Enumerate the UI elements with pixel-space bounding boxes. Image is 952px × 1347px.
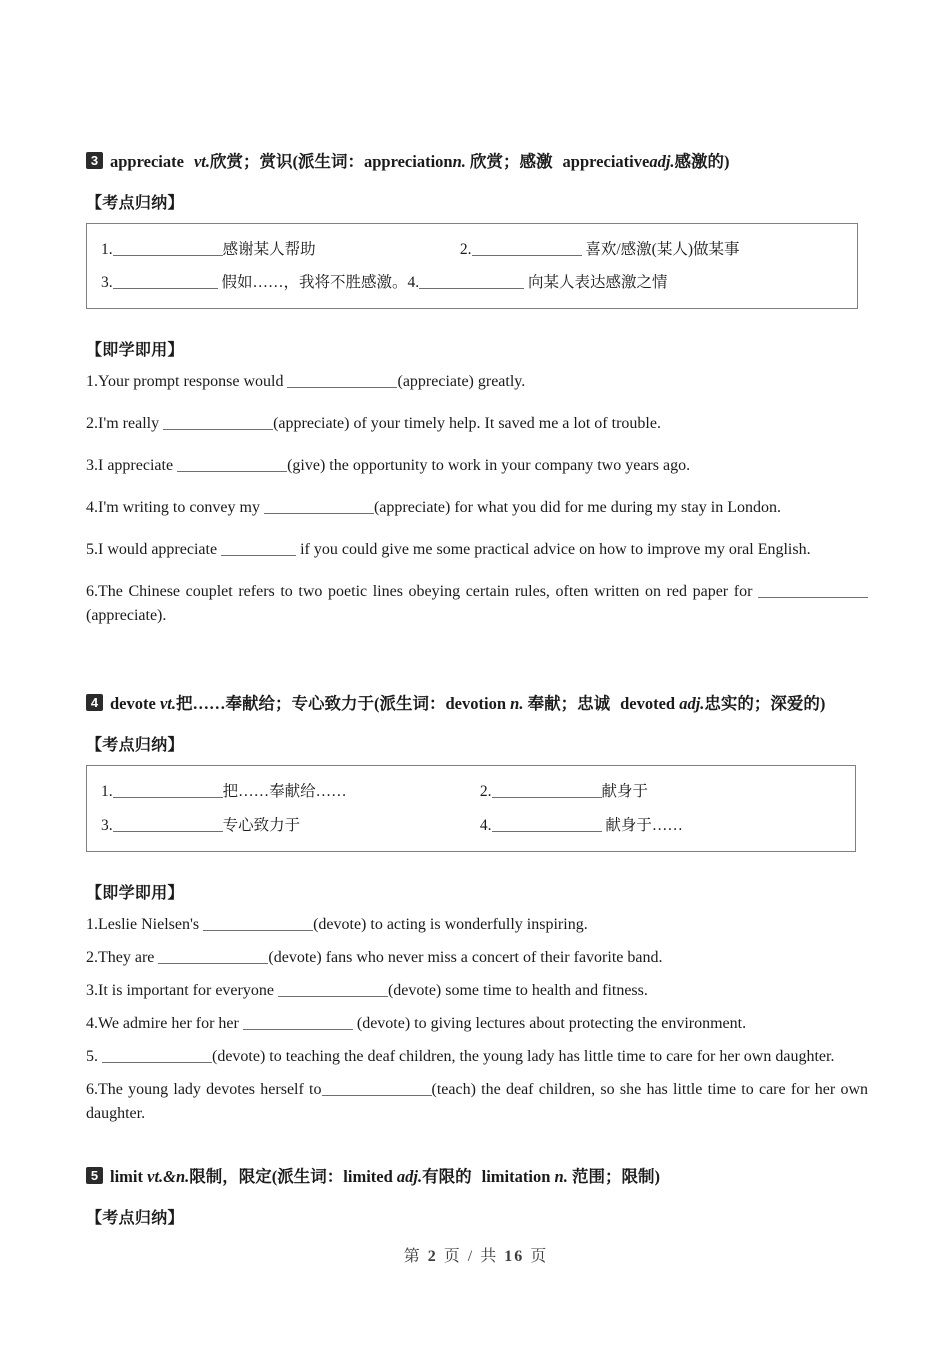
table-row [87,809,855,842]
item-meaning: 献身于 [601,783,649,801]
answer-blank[interactable] [492,815,602,832]
practice-question [86,1045,868,1069]
derivative-1-definition: 欣赏；感激 [465,152,553,171]
derivative-2: appreciative [562,152,650,171]
question-text-pre: 1.Your prompt response would [86,373,288,391]
derivative-1-definition: 奉献；忠诚 [523,694,611,714]
question-text-pre: 2.They are [86,948,159,966]
footer-current-page: 2 [427,1248,438,1265]
section-label-practice: 【即学即用】 [86,884,184,902]
derivative-1: appreciation [363,152,453,171]
entry-limit [86,1165,868,1228]
question-text-pre: 4.I'm writing to convey my [86,499,264,517]
item-meaning: 假如……，我将不胜感激。 [221,274,408,292]
derivative-1: limited [343,1166,393,1186]
entry-devote [86,692,868,1125]
derivative-1: devotion [445,694,507,714]
answer-blank[interactable] [264,497,374,514]
section-label-key-points: 【考点归纳】 [86,737,184,755]
derivative-2-definition: 忠实的；深爱的) [704,694,826,714]
footer-separator: 页 / 共 [443,1248,499,1265]
practice-question [86,946,868,970]
derivative-2-definition: 感激的) [674,152,730,171]
question-text-post: (appreciate). [86,607,167,625]
item-number: 1. [101,240,113,258]
answer-blank[interactable] [113,815,223,832]
question-text-pre: 5. [86,1047,102,1065]
table-row [87,266,857,299]
practice-question [86,412,868,436]
derivative-1-pos: n. [510,694,524,714]
question-text-post: (devote) fans who never miss a concert of their favorite band. [268,948,663,966]
practice-question [86,496,868,520]
answer-blank[interactable] [287,371,397,388]
question-text-post: (appreciate) of your timely help. It saved me a lot of trouble. [273,415,661,433]
page-content [86,150,868,1238]
entry-headword: appreciate [110,152,184,171]
footer-suffix: 页 [530,1248,549,1265]
answer-blank[interactable] [492,782,602,799]
question-text-post: (teach) the deaf children, so she has little time to care for her own daughter. [86,1080,868,1122]
answer-blank[interactable] [278,980,388,997]
entry-number-badge: 3 [86,152,103,169]
answer-blank[interactable] [113,782,223,799]
item-number: 1. [101,783,113,801]
derivative-1-definition: 有限的 [422,1166,472,1186]
item-number: 2. [479,783,492,801]
entry-heading-limit [86,1165,868,1189]
entry-definition: 欣赏；赏识(派生词： [209,152,364,171]
section-label-key-points: 【考点归纳】 [86,1209,184,1227]
entry-headword: limit [110,1166,143,1186]
practice-question [86,454,868,478]
question-text-pre: 2.I'm really [86,415,164,433]
item-number: 3. [101,816,113,834]
derivative-2-pos: adj. [679,694,705,714]
entry-definition: 把……奉献给；专心致力于(派生词： [176,694,446,714]
entry-pos: vt. [159,694,176,714]
question-text-post: (devote) to giving lectures about protecting the environment. [352,1014,747,1032]
answer-blank[interactable] [221,539,296,556]
entry-pos: vt. [193,152,210,171]
entry-appreciate [86,150,868,628]
question-text-post: if you could give me some practical advice on how to improve my oral English. [296,541,811,559]
item-meaning: 向某人表达感激之情 [528,274,668,292]
derivative-2-definition: 范围；限制) [567,1166,660,1186]
section-label-practice: 【即学即用】 [86,342,184,360]
question-text-pre: 4.We admire her for her [86,1014,243,1032]
item-number: 2. [459,240,472,258]
question-text-post: (appreciate) for what you did for me during my stay in London. [373,499,781,517]
question-text-pre: 6.The Chinese couplet refers to two poetic lines obeying certain rules, often written on red paper for [86,583,758,601]
practice-question [86,580,868,628]
key-points-table-devote [86,765,856,852]
item-number: 4. [407,274,420,292]
question-text-post: (give) the opportunity to work in your company two years ago. [287,457,691,475]
item-meaning: 专心致力于 [222,816,301,834]
page-footer [0,1243,952,1266]
practice-question [86,1012,868,1036]
entry-number-badge: 4 [86,694,103,711]
item-meaning: 献身于…… [605,816,683,834]
practice-question [86,979,868,1003]
footer-total-pages: 16 [504,1248,525,1265]
answer-blank[interactable] [113,239,223,256]
derivative-1-pos: n. [452,152,466,171]
derivative-2-pos: adj. [649,152,675,171]
derivative-2-pos: n. [554,1166,568,1186]
answer-blank[interactable] [158,947,268,964]
question-text-post: (appreciate) greatly. [397,373,526,391]
section-label-key-points: 【考点归纳】 [86,194,184,212]
table-row [87,775,855,808]
answer-blank[interactable] [177,455,287,472]
practice-question [86,913,868,937]
entry-headword: devote [110,694,156,714]
question-text-pre: 3.It is important for everyone [86,981,278,999]
question-text-pre: 1.Leslie Nielsen's [86,915,204,933]
entry-pos: vt.&n. [147,1166,190,1186]
derivative-1-pos: adj. [396,1166,423,1186]
practice-question [86,370,868,394]
entry-number-badge: 5 [86,1167,103,1184]
question-text-post: (devote) to acting is wonderfully inspiring. [313,915,588,933]
practice-question [86,538,868,562]
item-number: 4. [479,816,492,834]
item-number: 3. [101,274,113,292]
footer-prefix: 第 [403,1248,422,1265]
item-meaning: 感谢某人帮助 [222,240,316,258]
key-points-table-appreciate [86,223,858,310]
table-row [87,233,857,266]
entry-definition: 限制，限定(派生词： [189,1166,344,1186]
answer-blank[interactable] [203,914,313,931]
answer-blank[interactable] [163,413,273,430]
answer-blank[interactable] [758,581,868,598]
entry-heading-devote [86,692,868,716]
question-text-pre: 3.I appreciate [86,457,178,475]
entry-heading-appreciate [86,150,868,174]
question-text-post: (devote) some time to health and fitness. [387,981,648,999]
answer-blank[interactable] [472,239,582,256]
question-text-pre: 5.I would appreciate [86,541,222,559]
answer-blank[interactable] [243,1013,353,1030]
item-meaning: 把……奉献给…… [222,783,347,801]
question-text-pre: 6.The young lady devotes herself to [86,1080,322,1098]
question-text-post: (devote) to teaching the deaf children, the young lady has little time to care for her own daughter. [212,1047,835,1065]
answer-blank[interactable] [113,273,218,290]
answer-blank[interactable] [419,273,524,290]
answer-blank[interactable] [102,1046,212,1063]
derivative-2: devoted [620,694,676,714]
practice-question [86,1078,868,1126]
item-meaning: 喜欢/感激(某人)做某事 [585,240,740,258]
derivative-2: limitation [481,1166,551,1186]
answer-blank[interactable] [322,1079,432,1096]
